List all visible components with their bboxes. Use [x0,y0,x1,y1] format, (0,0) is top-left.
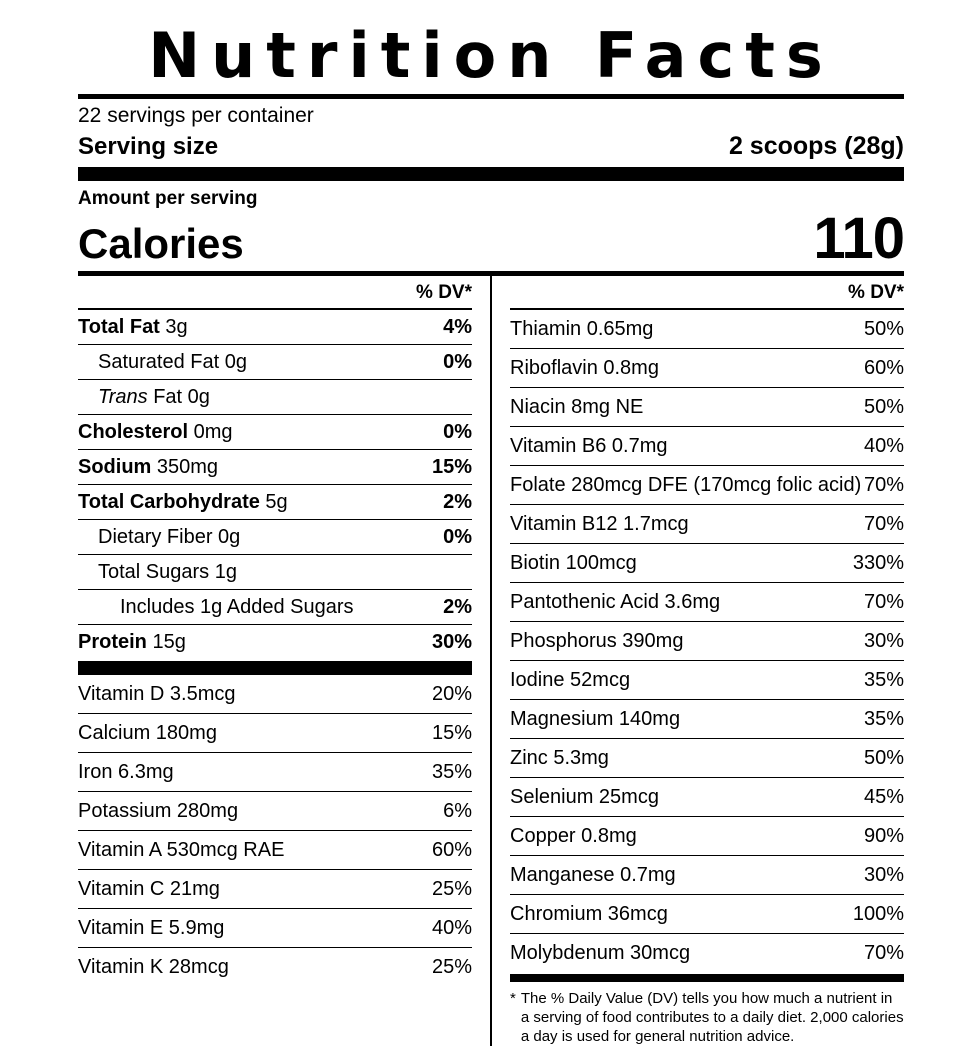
vitamin-name: Vitamin D 3.5mcg [78,683,236,705]
vitamin-row [510,544,904,583]
vitamin-name: Zinc 5.3mg [510,747,609,769]
serving-size-row [78,130,904,167]
vitamin-name: Vitamin B12 1.7mcg [510,513,689,535]
vitamin-daily-value: 35% [431,761,472,783]
left-dv-header [78,276,472,310]
vitamin-row [510,505,904,544]
nutrient-name: Includes 1g Added Sugars [120,596,354,618]
vitamin-row [510,856,904,895]
right-vitamin-list [510,310,904,972]
vitamin-daily-value: 70% [863,513,904,535]
vitamin-row [510,349,904,388]
vitamin-daily-value: 50% [863,318,904,340]
nutrient-row [78,590,472,625]
vitamin-daily-value: 70% [863,591,904,613]
vitamin-name: Vitamin K 28mcg [78,956,229,978]
nutrient-name: Saturated Fat 0g [98,351,247,373]
nutrient-name: Sodium 350mg [78,456,219,478]
vitamin-daily-value: 50% [863,747,904,769]
vitamin-row [78,909,472,948]
vitamin-name: Folate 280mcg DFE (170mcg folic acid) [510,474,862,496]
vitamin-daily-value: 100% [852,903,904,925]
vitamin-row [510,700,904,739]
nutrient-daily-value: 0% [443,526,472,548]
vitamin-daily-value: 60% [431,839,472,861]
vitamin-row [510,778,904,817]
vitamin-row [78,831,472,870]
vitamin-daily-value: 70% [863,474,904,496]
vitamin-row [78,714,472,753]
vitamin-name: Niacin 8mg NE [510,396,644,418]
serving-size-value: 2 scoops (28g) [728,132,904,160]
serving-size-label: Serving size [78,133,219,160]
vitamin-daily-value: 30% [863,864,904,886]
nutrient-row [78,450,472,485]
amount-per-serving-label: Amount per serving [78,188,258,209]
vitamin-row [510,427,904,466]
vitamin-daily-value: 6% [443,800,472,822]
vitamin-name: Biotin 100mcg [510,552,637,574]
vitamin-row [510,895,904,934]
vitamin-row [78,948,472,986]
vitamin-row [510,388,904,427]
vitamin-name: Riboflavin 0.8mg [510,357,659,379]
daily-value-footnote [510,982,904,1046]
nutrient-daily-value: 15% [431,456,472,478]
vitamin-row [78,792,472,831]
nutrient-name: Cholesterol 0mg [78,421,233,443]
nutrient-row [78,555,472,590]
vitamin-daily-value: 45% [863,786,904,808]
nutrient-daily-value: 2% [443,491,472,513]
vitamin-name: Iodine 52mcg [510,669,631,691]
vitamin-name: Vitamin E 5.9mg [78,917,225,939]
nutrient-name: Total Carbohydrate 5g [78,491,288,513]
vitamin-name: Molybdenum 30mcg [510,942,691,964]
nutrient-daily-value: 4% [443,316,472,338]
vitamin-name: Copper 0.8mg [510,825,637,847]
nutrient-row [78,520,472,555]
vitamin-row [510,739,904,778]
macro-list [78,310,472,659]
right-column-end-bar [510,974,904,982]
nutrient-row [78,625,472,659]
footnote-text: The % Daily Value (DV) tells you how much a nutrient in a serving of food contributes to a daily diet. 2,000 calories a day is used for general nutrition advice. [520,990,904,1045]
vitamin-daily-value: 60% [863,357,904,379]
nutrient-daily-value: 0% [443,351,472,373]
vitamin-daily-value: 90% [863,825,904,847]
nutrient-daily-value: 0% [443,421,472,443]
vitamin-row [510,661,904,700]
nutrient-name: Total Fat 3g [78,316,188,338]
vitamin-row [78,753,472,792]
vitamin-daily-value: 40% [431,917,472,939]
nutrient-name: Total Sugars 1g [98,561,237,583]
vitamin-name: Vitamin C 21mg [78,878,220,900]
page-title: Nutrition Facts [148,19,834,92]
nutrient-row [78,415,472,450]
servings-per-container: 22 servings per container [78,104,314,127]
vitamin-name: Chromium 36mcg [510,903,668,925]
vitamin-row [510,310,904,349]
vitamin-daily-value: 70% [863,942,904,964]
calories-label: Calories [78,220,244,267]
vitamin-row [510,583,904,622]
calories-row [78,206,904,271]
vitamin-daily-value: 35% [863,669,904,691]
right-nutrient-column [490,276,904,1046]
vitamin-name: Calcium 180mg [78,722,217,744]
nutrient-row [78,380,472,415]
vitamin-name: Thiamin 0.65mg [510,318,654,340]
vitamin-name: Manganese 0.7mg [510,864,676,886]
nutrient-daily-value: 30% [431,631,472,653]
calories-value: 110 [813,206,904,271]
vitamin-row [78,870,472,909]
vitamin-daily-value: 330% [852,552,904,574]
vitamin-row [510,622,904,661]
vitamin-name: Magnesium 140mg [510,708,681,730]
nutrient-name: Protein 15g [78,631,186,653]
nutrient-columns [78,276,904,1046]
left-nutrient-column [78,276,490,1046]
vitamin-daily-value: 40% [863,435,904,457]
nutrient-name: Trans Fat 0g [98,386,210,408]
vitamin-daily-value: 15% [431,722,472,744]
left-dv-header-label: % DV* [416,282,472,303]
vitamin-row [510,466,904,505]
protein-divider-bar [78,661,472,675]
vitamin-daily-value: 35% [863,708,904,730]
nutrient-row [78,310,472,345]
vitamin-name: Vitamin A 530mcg RAE [78,839,285,861]
nutrient-name: Dietary Fiber 0g [98,526,241,548]
right-dv-header-label: % DV* [848,282,904,303]
vitamin-name: Pantothenic Acid 3.6mg [510,591,721,613]
vitamin-row [78,675,472,714]
vitamin-daily-value: 25% [431,878,472,900]
vitamin-name: Vitamin B6 0.7mg [510,435,668,457]
vitamin-daily-value: 50% [863,396,904,418]
serving-divider [78,167,904,181]
vitamin-daily-value: 25% [431,956,472,978]
vitamin-name: Potassium 280mg [78,800,239,822]
nutrient-row [78,345,472,380]
vitamin-name: Phosphorus 390mg [510,630,684,652]
left-vitamin-list [78,675,472,986]
nutrient-daily-value: 2% [443,596,472,618]
vitamin-row [510,934,904,972]
footnote-star: * [510,990,516,1007]
vitamin-name: Iron 6.3mg [78,761,174,783]
vitamin-name: Selenium 25mcg [510,786,659,808]
vitamin-daily-value: 20% [431,683,472,705]
vitamin-daily-value: 30% [863,630,904,652]
right-dv-header [510,276,904,310]
nutrient-row [78,485,472,520]
vitamin-row [510,817,904,856]
